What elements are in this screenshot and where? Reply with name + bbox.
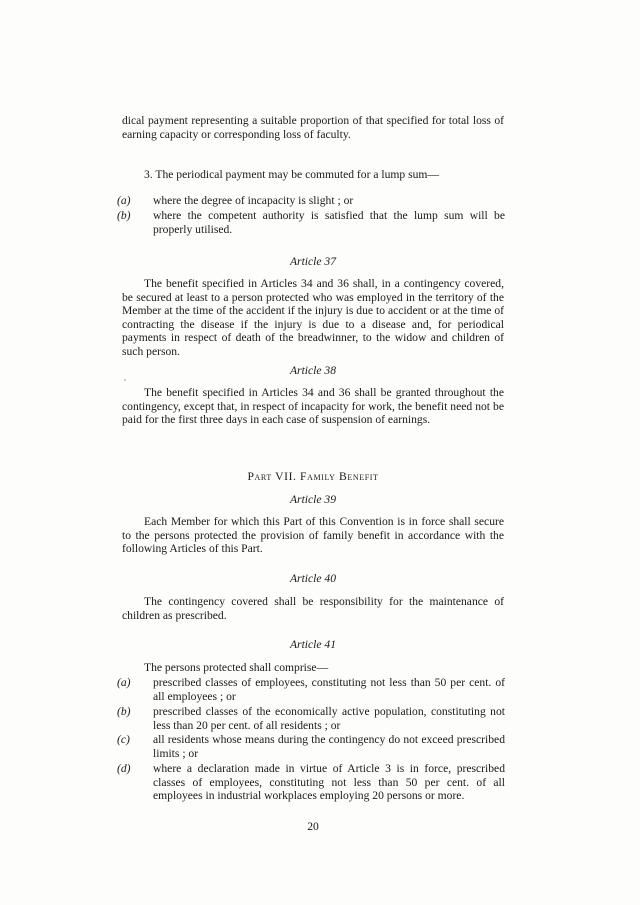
- list-item: [117, 733, 505, 760]
- article-40-text: The contingency covered shall be responsibility for the maintenance of children as prescribed.: [122, 595, 504, 622]
- list-item: [117, 194, 505, 208]
- article-41-intro: The persons protected shall comprise—: [144, 661, 329, 674]
- list-item: [117, 762, 505, 803]
- continuation-paragraph: dical payment representing a suitable proportion of that specified for total loss of earning capacity or corresponding loss of faculty.: [122, 114, 504, 141]
- item-label: (c): [117, 733, 130, 746]
- article-38-heading: Article 38: [289, 364, 337, 377]
- article-39-text: Each Member for which this Part of this Convention is in force shall secure to the persons protected the provision of family benefit in accordance with the following Articles of this Part.: [122, 515, 504, 556]
- article-39-heading: Article 39: [289, 493, 337, 506]
- item-text: prescribed classes of employees, constituting not less than 50 per cent. of all employees ; or: [153, 676, 505, 703]
- item-text: where a declaration made in virtue of Article 3 is in force, prescribed classes of employees, constituting not less than 50 per cent. of all employees in industrial workplaces employing 20 persons or more.: [153, 762, 505, 803]
- item-label: (a): [117, 194, 131, 207]
- list-item: [117, 705, 505, 732]
- article-40-heading: Article 40: [289, 572, 337, 585]
- item-label: (b): [117, 705, 131, 718]
- item-text: where the competent authority is satisfied that the lump sum will be properly utilised.: [153, 209, 505, 236]
- item-label: (d): [117, 762, 131, 775]
- item-label: (b): [117, 209, 131, 222]
- article-37-heading: Article 37: [289, 255, 337, 268]
- item-text: prescribed classes of the economically active population, constituting not less than 20 per cent. of all residents ; or: [153, 705, 505, 732]
- article-41-heading: Article 41: [289, 638, 337, 651]
- item-text: where the degree of incapacity is slight ; or: [153, 194, 354, 207]
- list-item: [117, 209, 505, 236]
- part-heading: Part VII. Family Benefit: [247, 470, 379, 483]
- paragraph-3: 3. The periodical payment may be commuted for a lump sum—: [144, 168, 440, 181]
- item-text: all residents whose means during the contingency do not exceed prescribed limits ; or: [153, 733, 505, 760]
- article-37-text: The benefit specified in Articles 34 and 36 shall, in a contingency covered, be secured at least to a person protected who was employed in the territory of the Member at the time of the accident if the injury is due to accident or at the time of contracting the disease if the injury is due to a disease and, for periodical payments in respect of death of the breadwinner, to the widow and children of such person.: [122, 277, 504, 358]
- item-label: (a): [117, 676, 131, 689]
- article-38-text: The benefit specified in Articles 34 and 36 shall be granted throughout the contingency, except that, in respect of incapacity for work, the benefit need not be paid for the first three days in each case of suspension of earnings.: [122, 386, 504, 427]
- page-speck: [124, 379, 126, 381]
- page-number: 20: [307, 820, 319, 833]
- list-item: [117, 676, 505, 703]
